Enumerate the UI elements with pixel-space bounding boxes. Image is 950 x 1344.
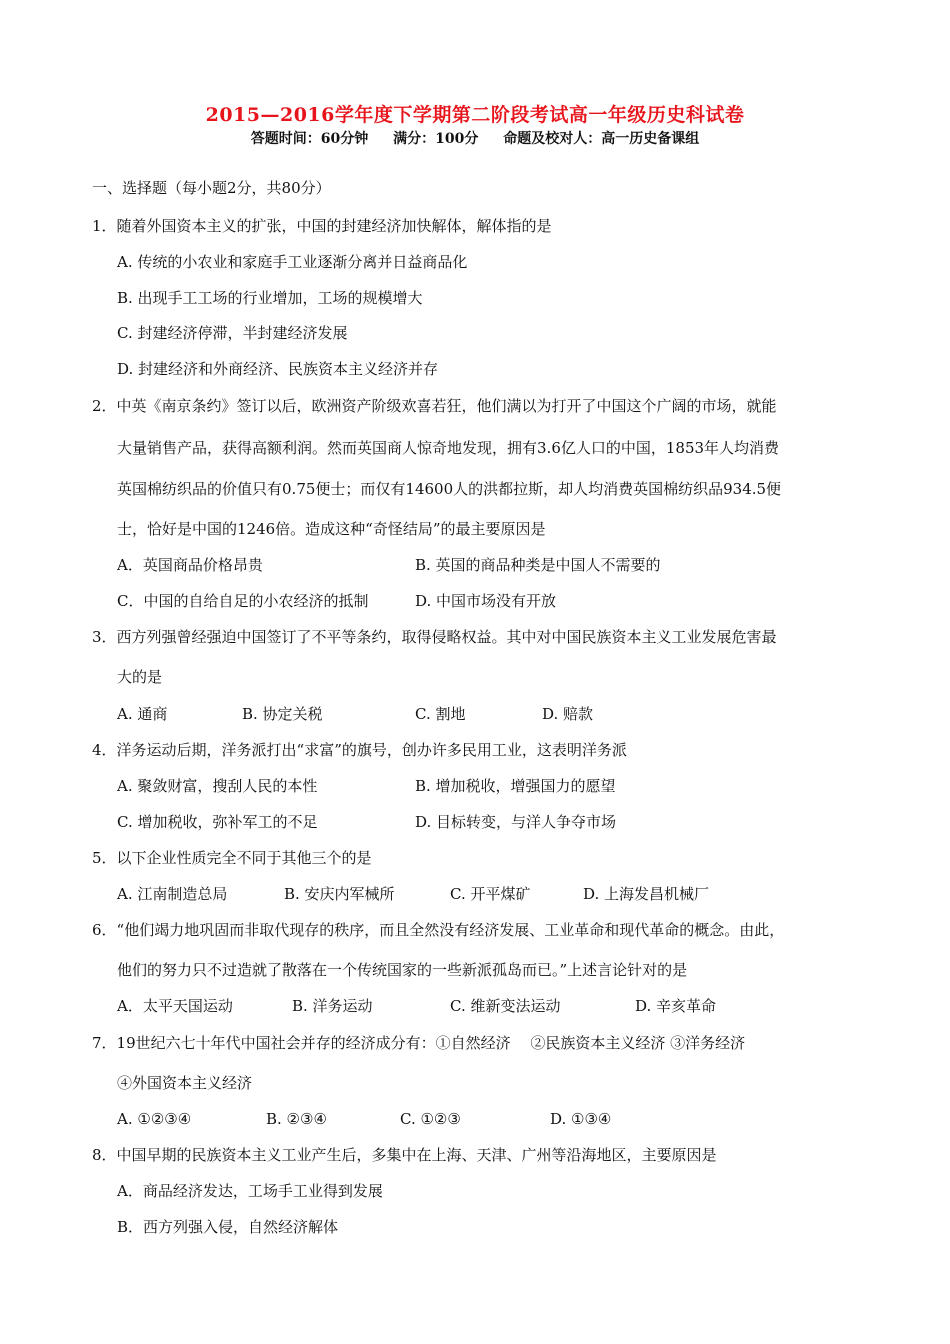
question-7-option-a: A. ①②③④	[117, 1110, 192, 1128]
question-1-option-c: C. 封建经济停滞，半封建经济发展	[117, 324, 348, 342]
question-4-option-d: D. 目标转变，与洋人争夺市场	[415, 813, 617, 831]
question-4-option-c: C. 增加税收，弥补军工的不足	[117, 813, 318, 831]
question-5-option-d: D. 上海发昌机械厂	[583, 885, 710, 903]
question-5-option-c: C. 开平煤矿	[450, 885, 531, 903]
question-6-option-b: B. 洋务运动	[292, 997, 373, 1015]
question-2-option-c: C．中国的自给自足的小农经济的抵制	[117, 592, 369, 610]
question-8-stem: 8．中国早期的民族资本主义工业产生后，多集中在上海、天津、广州等沿海地区，主要原因是	[92, 1146, 717, 1164]
exam-time: 答题时间：60分钟	[250, 131, 369, 147]
question-3-option-d: D. 赔款	[542, 705, 594, 723]
exam-title: 2015—2016学年度下学期第二阶段考试高一年级历史科试卷	[205, 104, 745, 126]
question-7-stem-line-1: 7．19世纪六七十年代中国社会并存的经济成分有：①自然经济 ②民族资本主义经济 ③洋务经济	[92, 1034, 746, 1052]
question-6-stem-line-1: 6．“他们竭力地巩固而非取代现存的秩序，而且全然没有经济发展、工业革命和现代革命的概念。由此，	[92, 921, 785, 939]
question-6-option-a: A．太平天国运动	[117, 997, 233, 1015]
question-7-option-c: C. ①②③	[400, 1110, 461, 1128]
question-1-option-b: B. 出现手工工场的行业增加，工场的规模增大	[117, 289, 423, 307]
question-7-stem-line-2: ④外国资本主义经济	[117, 1074, 253, 1092]
question-3-option-a: A. 通商	[117, 705, 168, 723]
question-4-stem: 4．洋务运动后期，洋务派打出“求富”的旗号，创办许多民用工业，这表明洋务派	[92, 741, 627, 759]
question-4-option-b: B. 增加税收，增强国力的愿望	[415, 777, 616, 795]
question-6-stem-line-2: 他们的努力只不过造就了散落在一个传统国家的一些新派孤岛而已。”上述言论针对的是	[117, 961, 688, 979]
question-3-option-c: C. 割地	[415, 705, 466, 723]
question-4-option-a: A. 聚敛财富，搜刮人民的本性	[117, 777, 318, 795]
question-6-option-c: C. 维新变法运动	[450, 997, 561, 1015]
question-8-option-b: B．西方列强入侵，自然经济解体	[117, 1218, 339, 1236]
question-6-option-d: D. 辛亥革命	[635, 997, 717, 1015]
section-heading: 一、选择题（每小题2分，共80分）	[92, 179, 331, 197]
question-1-option-a: A. 传统的小农业和家庭手工业逐渐分离并日益商品化	[117, 253, 468, 271]
question-2-stem-line-4: 士，恰好是中国的1246倍。造成这种“奇怪结局”的最主要原因是	[117, 520, 546, 538]
question-5-option-b: B. 安庆内军械所	[284, 885, 395, 903]
question-8-option-a: A．商品经济发达，工场手工业得到发展	[117, 1182, 383, 1200]
question-2-option-a: A．英国商品价格昂贵	[117, 556, 263, 574]
question-2-stem-line-3: 英国棉纺织品的价值只有0.75便士；而仅有14600人的洪都拉斯，却人均消费英国棉纺织品934.5便	[117, 480, 782, 498]
question-5-stem: 5．以下企业性质完全不同于其他三个的是	[92, 849, 372, 867]
question-7-option-d: D. ①③④	[550, 1110, 612, 1128]
question-1-option-d: D. 封建经济和外商经济、民族资本主义经济并存	[117, 360, 439, 378]
question-7-option-b: B. ②③④	[266, 1110, 327, 1128]
question-5-option-a: A. 江南制造总局	[117, 885, 228, 903]
question-2-stem-line-2: 大量销售产品，获得高额利润。然而英国商人惊奇地发现，拥有3.6亿人口的中国，1853年人均消费	[117, 439, 780, 457]
exam-info	[0, 128, 950, 148]
question-2-option-d: D. 中国市场没有开放	[415, 592, 557, 610]
question-3-stem-line-1: 3．西方列强曾经强迫中国签订了不平等条约，取得侵略权益。其中对中国民族资本主义工业发展危害最	[92, 628, 777, 646]
question-1-stem: 1．随着外国资本主义的扩张，中国的封建经济加快解体，解体指的是	[92, 217, 552, 235]
question-2-option-b: B. 英国的商品种类是中国人不需要的	[415, 556, 661, 574]
exam-score: 满分：100分	[393, 131, 479, 147]
exam-authors: 命题及校对人：高一历史备课组	[503, 131, 700, 147]
question-2-stem-line-1: 2．中英《南京条约》签订以后，欧洲资产阶级欢喜若狂，他们满以为打开了中国这个广阔的市场，就能	[92, 397, 777, 415]
question-3-stem-line-2: 大的是	[117, 668, 163, 686]
question-3-option-b: B. 协定关税	[242, 705, 323, 723]
